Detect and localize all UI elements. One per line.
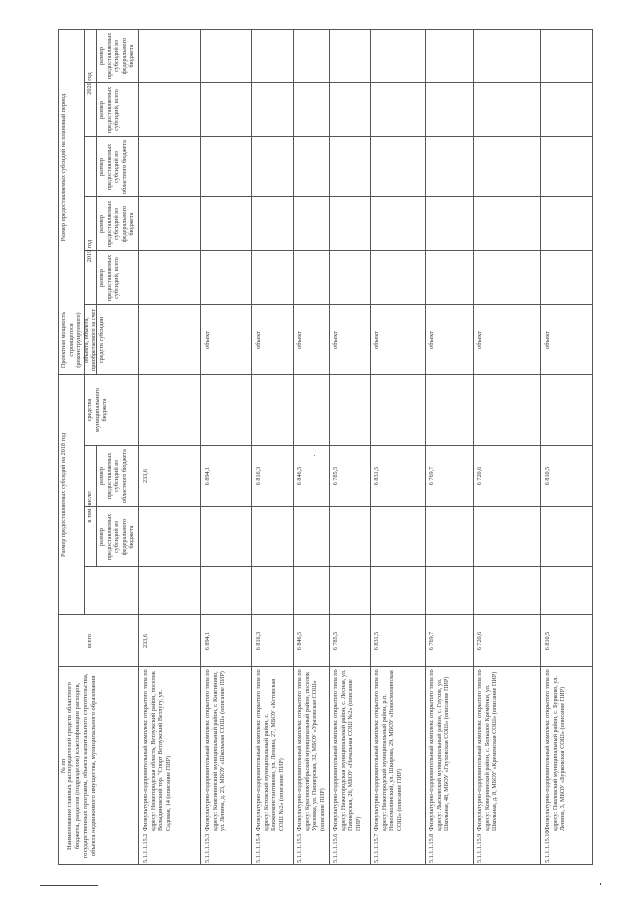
scan-mark bbox=[600, 883, 601, 885]
row-name: Физкультурно-оздоровительный комплекс открытого типа по адресу: Павловский муниципальный район, с. Бурково, ул. Ленина, 3, МБОУ «Бурковская СОШ» (описание ПИР) bbox=[544, 669, 567, 831]
row-power: объект bbox=[476, 331, 483, 349]
header-num: № пп bbox=[60, 758, 67, 774]
header-mun: средства муниципального бюджета bbox=[86, 387, 109, 433]
table-top-border bbox=[58, 29, 59, 865]
subheader-line bbox=[84, 375, 85, 615]
row-name: Физкультурно-оздоровительный комплекс открытого типа по адресу: Ковернинский район, с. Большое Кремёнки, ул. Школьная, д. 8, МБОУ «Кременская СОШ» (описание ПИР) bbox=[476, 669, 499, 831]
header-fed: размер предоставляемых субсидий из федерального бюджета bbox=[98, 513, 136, 561]
row-obl: 6 810,5 bbox=[544, 466, 551, 486]
col-divider bbox=[58, 666, 593, 667]
row-obl: 6 894,1 bbox=[204, 466, 211, 486]
header-2020: 2020 год bbox=[86, 72, 93, 95]
row-divider bbox=[138, 29, 139, 865]
scan-line bbox=[40, 885, 98, 886]
row-num: 5.1.1.1.15.9 bbox=[476, 833, 483, 863]
row-num: 5.1.1.1.15.3 bbox=[204, 833, 211, 863]
row-total: 233,6 bbox=[142, 634, 149, 648]
col-divider bbox=[84, 566, 593, 567]
header-2020-total: размер предоставляемых субсидий, всего bbox=[98, 86, 121, 134]
row-num: 5.1.1.1.15.2 bbox=[142, 833, 149, 863]
row-obl: 6 785,5 bbox=[332, 466, 339, 486]
header-2019-total: размер предоставляемых субсидий, всего bbox=[98, 254, 121, 302]
row-power: объект bbox=[544, 331, 551, 349]
row-name: Физкультурно-оздоровительный комплекс открытого типа по адресу: Лысковский муниципальный район, с. Глухов, ул. Школьная, 48, МБОУ «Глуховская СОШ» (описание ПИР) bbox=[428, 669, 451, 831]
row-divider bbox=[329, 29, 330, 865]
header-total: всего bbox=[86, 634, 93, 648]
row-power: объект bbox=[296, 331, 303, 349]
header-2019: 2019 год bbox=[86, 239, 93, 263]
header-2020-fed: размер предоставляемых субсидий из федерального бюджета bbox=[98, 32, 136, 80]
col-divider bbox=[58, 374, 593, 375]
row-divider bbox=[370, 29, 371, 865]
row-obl: 233,6 bbox=[142, 469, 149, 483]
row-name: Физкультурно-оздоровительный комплекс открытого типа по адресу: Княгининский муниципальный район, г. Княгинино, ул. Ленина, д. 23, МБОУ «Школьная СОШ» (описание ПИР) bbox=[204, 669, 227, 831]
col-divider bbox=[84, 136, 593, 137]
row-total: 6 810,5 bbox=[544, 631, 551, 651]
row-total: 6 846,5 bbox=[296, 631, 303, 651]
row-obl: 6 769,7 bbox=[428, 466, 435, 486]
row-total: 6 894,1 bbox=[204, 631, 211, 651]
row-power: объект bbox=[373, 331, 380, 349]
row-total: 6 785,5 bbox=[332, 631, 339, 651]
row-num: 5.1.1.1.15.8 bbox=[428, 833, 435, 863]
header-2019-obl: размер предоставляемых субсидий из областного бюджета bbox=[98, 140, 128, 194]
row-power: объект bbox=[332, 331, 339, 349]
col-divider bbox=[84, 506, 593, 507]
row-total: 6 816,3 bbox=[255, 631, 262, 651]
col-divider bbox=[84, 196, 593, 197]
col-divider bbox=[84, 250, 593, 251]
col-divider bbox=[84, 82, 593, 83]
row-name: Физкультурно-оздоровительный комплекс открытого типа по адресу: Краснооктябрьский муниципальный район, поселок Уразовка, ул. Пионерская, 32, МБОУ «Уразовская СОШ» (описание ПИР) bbox=[296, 669, 326, 831]
row-num: 5.1.1.1.15.7 bbox=[373, 833, 380, 863]
row-num: 5.1.1.1.15.10 bbox=[544, 830, 551, 863]
header-name: Наименование главных распорядителей средств областного бюджета, разделов (подразделов) классификации расходов, государственных программ, объекта капитального строительства, объекта недвижимого имущества, муниципального образования bbox=[66, 673, 97, 859]
scan-dot bbox=[314, 455, 315, 456]
row-power: объект bbox=[428, 331, 435, 349]
row-name: Физкультурно-оздоровительный комплекс открытого типа по адресу: Нижегородский муниципальный район, р.п. Новосмолинский, ул. Шкирова, 29, МБОУ «Новосмолинская СОШ» (описание ПИР) bbox=[373, 669, 403, 831]
header-obl: размер предоставляемых субсидий из областного бюджета bbox=[98, 449, 128, 503]
header-power: Проектная мощность строящегося (реконструируемого) объекта, объекта, приобретаемого за счет средств субсидии bbox=[60, 308, 105, 372]
row-divider bbox=[540, 29, 541, 865]
col-divider bbox=[84, 445, 593, 446]
row-obl: 6 720,6 bbox=[476, 466, 483, 486]
row-divider bbox=[200, 29, 201, 865]
row-obl: 6 816,3 bbox=[255, 466, 262, 486]
row-divider bbox=[425, 29, 426, 865]
row-power: объект bbox=[255, 331, 262, 349]
header-in-that: в том числе: bbox=[86, 490, 93, 523]
col-divider bbox=[58, 614, 593, 615]
row-num: 5.1.1.1.15.6 bbox=[332, 833, 339, 863]
row-name: Физкультурно-оздоровительный комплекс открытого типа по адресу: Нижегородская муниципальный район, с. Лесная, ул. Пионерская, 26, МБОУ «Начальная СОШ №2» (описание ПИР) bbox=[332, 669, 362, 831]
row-power: объект bbox=[204, 331, 211, 349]
row-total: 6 769,7 bbox=[428, 631, 435, 651]
row-divider bbox=[251, 29, 252, 865]
col-divider bbox=[84, 304, 593, 305]
row-divider bbox=[293, 29, 294, 865]
row-num: 5.1.1.1.15.5 bbox=[296, 833, 303, 863]
row-obl: 6 846,5 bbox=[296, 466, 303, 486]
table-bottom-border bbox=[592, 29, 593, 865]
row-total: 6 831,5 bbox=[373, 631, 380, 651]
header-2019-fed: размер предоставляемых субсидий из федерального бюджета bbox=[98, 200, 136, 248]
header-2020-obl bbox=[140, 304, 141, 305]
row-total: 6 720,6 bbox=[476, 631, 483, 651]
row-obl: 6 831,5 bbox=[373, 466, 380, 486]
header-plan: Размер предоставляемых субсидий на плановый период bbox=[60, 93, 67, 242]
row-name: Физкультурно-оздоровительный комплекс открытого типа по адресу: Кстовский муниципальный район, с. Ближнеконстантиново, ул. Ленина, 27, МБОУ «Кстовская СОШ №2» (описание ПИР) bbox=[255, 669, 285, 831]
row-divider bbox=[473, 29, 474, 865]
row-num: 5.1.1.1.15.4 bbox=[255, 833, 262, 863]
header-2018: Размер предоставляемых субсидий на 2018 год bbox=[60, 433, 67, 557]
row-name: Физкультурно-оздоровительный комплекс открытого типа по адресу: Нижегородская область, Ветлужский район, поселок Волыдиновский тор. "Спорт Ветлужский Ветлугу, ул. Садовая, 14 (описание ПИР) bbox=[142, 669, 172, 831]
subheader-line bbox=[96, 446, 97, 567]
